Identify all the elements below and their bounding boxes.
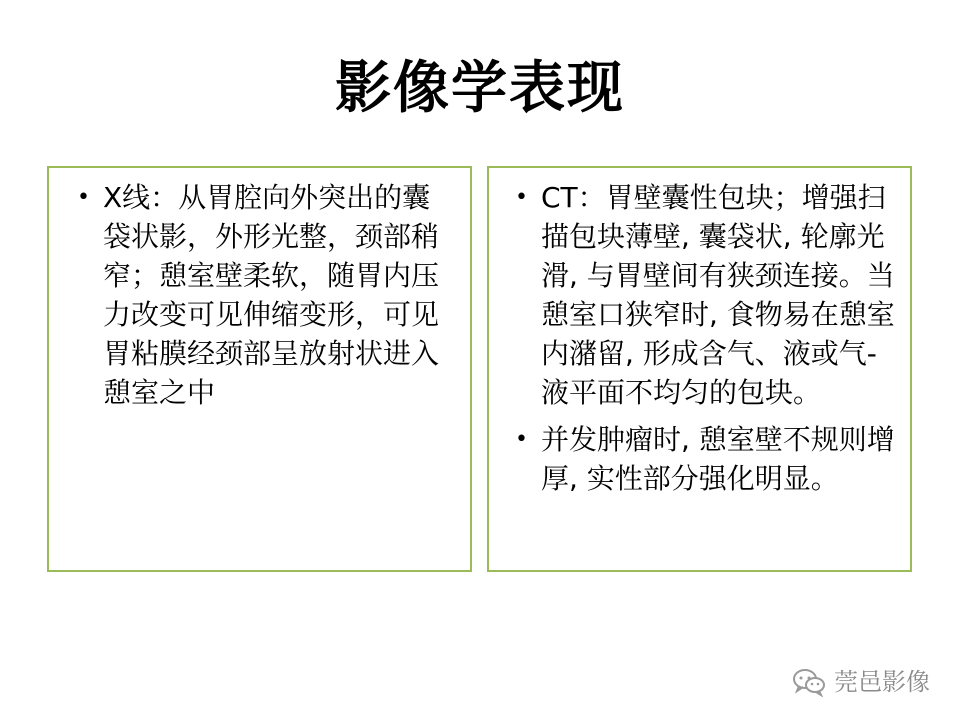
xray-bullet-list xyxy=(49,168,470,412)
wechat-icon xyxy=(792,667,826,697)
bullet-marker: • xyxy=(515,427,528,452)
bullet-item-tumor xyxy=(515,420,900,498)
xray-findings-panel xyxy=(47,166,472,572)
bullet-text: CT：胃壁囊性包块；增强扫描包块薄壁, 囊袋状, 轮廓光滑, 与胃壁间有狭颈连接。当憩室口狭窄时, 食物易在憩室内潴留, 形成含气、液或气-液平面不均匀的包块。 xyxy=(541,181,895,409)
slide-title: 影像学表现 xyxy=(335,55,625,121)
bullet-text: X线：从胃腔向外突出的囊袋状影，外形光整，颈部稍窄；憩室壁柔软，随胃内压力改变可见伸缩变形，可见胃粘膜经颈部呈放射状进入憩室之中 xyxy=(103,181,440,409)
bullet-marker: • xyxy=(77,185,90,210)
ct-bullet-list xyxy=(489,168,910,498)
bullet-text: 并发肿瘤时, 憩室壁不规则增厚, 实性部分强化明显。 xyxy=(541,423,895,495)
bullet-item-ct xyxy=(515,178,900,412)
watermark-text: 莞邑影像 xyxy=(834,668,930,696)
watermark xyxy=(792,664,930,700)
bullet-item-xray xyxy=(77,178,450,412)
bullet-marker: • xyxy=(515,185,528,210)
ct-findings-panel xyxy=(487,166,912,572)
